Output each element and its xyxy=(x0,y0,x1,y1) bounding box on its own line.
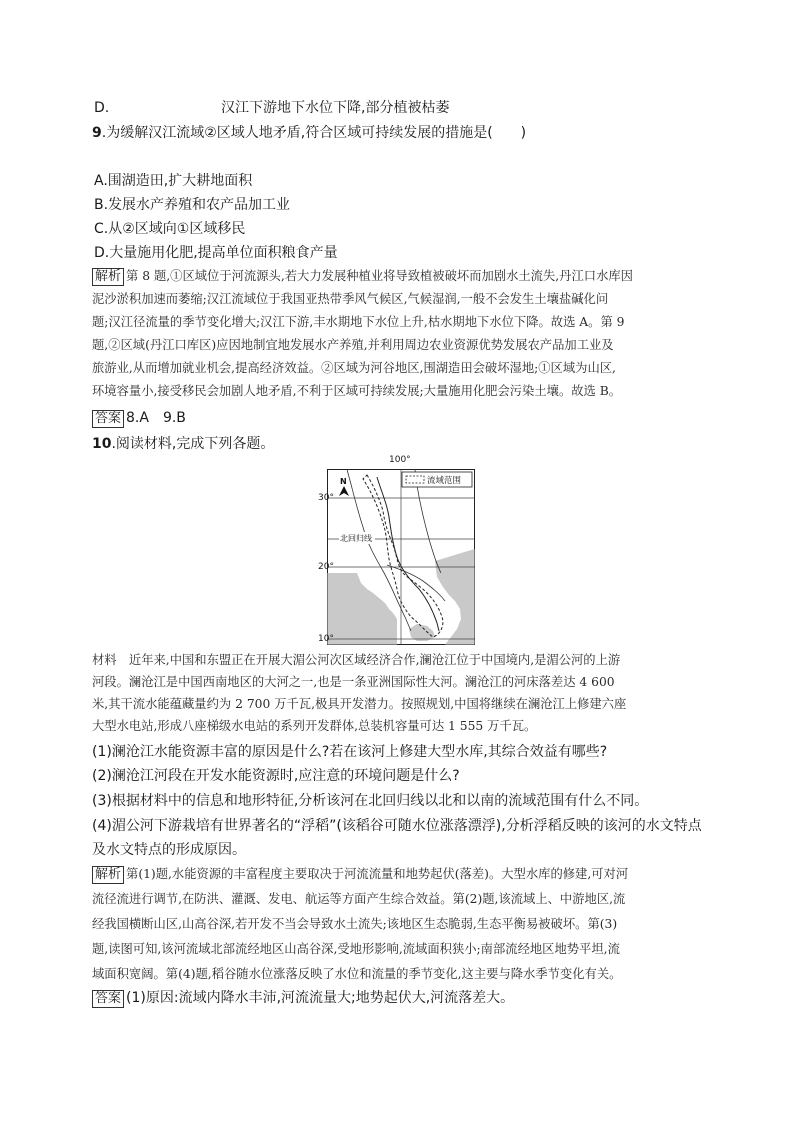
explanation-1-line-4: 题,②区域(丹江口库区)应因地制宜地发展水产养殖,并利用周边农业资源优势发展农产品加工业及 xyxy=(92,338,614,352)
explanation-1-line-1 xyxy=(92,265,633,287)
tropic-label: 北回归线 xyxy=(340,534,372,543)
explanation-2-text-1: 第(1)题,水能资源的丰富程度主要取决于河流流量和地势起伏(落差)。大型水库的修建,可对河 xyxy=(126,867,629,881)
answer-2 xyxy=(92,988,514,1008)
sub-question-3: (3)根据材料中的信息和地形特征,分析该河在北回归线以北和以南的流域范围有什么不同。 xyxy=(92,793,649,809)
explanation-2-line-4: 题,读图可知,该河流域北部流经地区山高谷深,受地形影响,流域面积狭小;南部流经地区地势平坦,流 xyxy=(92,942,620,956)
explanation-2-line-2: 流径流进行调节,在防洪、灌溉、发电、航运等方面产生综合效益。第(2)题,该流域上、中游地区,流 xyxy=(92,892,626,906)
material-line-1: 材料 近年来,中国和东盟正在开展大湄公河次区域经济合作,澜沧江位于中国境内,是湄公河的上游 xyxy=(92,653,621,667)
answer-1-text: 8.A 9.B xyxy=(126,410,186,426)
material-line-4: 大型水电站,形成八座梯级水电站的系列开发群体,总装机容量可达 1 555 万千瓦。 xyxy=(92,719,537,733)
explanation-1-line-2: 泥沙淤积加速而萎缩;汉江流域位于我国亚热带季风气候区,气候湿润,一般不会发生土壤盐碱化问 xyxy=(92,292,609,306)
explanation-2-tag: 解析 xyxy=(92,866,124,884)
sub-question-4: (4)湄公河下游栽培有世界著名的“浮稻”(该稻谷可随水位涨落漂浮),分析浮稻反映的该河的水文特点 xyxy=(92,818,702,834)
answer-2-tag: 答案 xyxy=(92,990,124,1008)
q10-stem-text: .阅读材料,完成下列各题。 xyxy=(111,436,275,452)
explanation-2-line-5: 域面积宽阔。第(4)题,稻谷随水位涨落反映了水位和流量的季节变化,这主要与降水季节变化有关。 xyxy=(92,967,622,981)
explanation-2-line-1 xyxy=(92,863,628,885)
explanation-1-line-6: 环境容量小,接受移民会加剧人地矛盾,不利于区域可持续发展;大量施用化肥会污染土壤。故选 B。 xyxy=(92,384,622,398)
q9-stem xyxy=(92,123,526,143)
map-label-10: 10° xyxy=(318,634,334,644)
q8-option-d-text: 汉江下游地下水位下降,部分植被枯萎 xyxy=(221,100,450,116)
explanation-1-line-5: 旅游业,从而增加就业机会,提高经济效益。②区域为河谷地区,围湖造田会破坏湿地;①区域为山区, xyxy=(92,361,616,375)
q9-option-d: D.大量施用化肥,提高单位面积粮食产量 xyxy=(94,245,338,261)
map-label-30: 30° xyxy=(318,493,334,503)
q9-option-a: A.围湖造田,扩大耕地面积 xyxy=(94,173,253,189)
material-line-2: 河段。澜沧江是中国西南地区的大河之一,也是一条亚洲国际性大河。澜沧江的河床落差达 4 600 xyxy=(92,675,615,689)
answer-1-tag: 答案 xyxy=(92,410,124,428)
sub-question-4-cont: 及水文特点的形成原因。 xyxy=(92,842,246,858)
north-label: N xyxy=(340,477,347,486)
q9-stem-text: .为缓解汉江流域②区域人地矛盾,符合区域可持续发展的措施是( ) xyxy=(101,125,527,141)
explanation-1-text-1: 第 8 题,①区域位于河流源头,若大力发展种植业将导致植被破坏而加剧水土流失,丹江口水库因 xyxy=(126,269,633,283)
q9-number: 9 xyxy=(92,125,102,141)
legend-label: 流域范围 xyxy=(427,476,462,486)
q8-option-d-letter: D. xyxy=(94,100,110,116)
answer-2-text: (1)原因:流域内降水丰沛,河流流量大;地势起伏大,河流落差大。 xyxy=(126,990,515,1006)
q10-number: 10 xyxy=(92,436,112,452)
map-label-20: 20° xyxy=(318,562,334,572)
explanation-1-tag: 解析 xyxy=(92,268,124,286)
map-label-100: 100° xyxy=(389,455,411,465)
map-figure xyxy=(327,461,475,645)
answer-1 xyxy=(92,408,186,428)
sub-question-1: (1)澜沧江水能资源丰富的原因是什么?若在该河上修建大型水库,其综合效益有哪些? xyxy=(92,744,608,760)
q9-option-b: B.发展水产养殖和农产品加工业 xyxy=(94,197,291,213)
q9-option-c: C.从②区域向①区域移民 xyxy=(94,221,246,237)
q10-stem xyxy=(92,434,274,454)
mekong-basin-map xyxy=(327,461,475,645)
material-line-3: 米,其干流水能蕴藏量约为 2 700 万千瓦,极具开发潜力。按照规划,中国将继续在澜沧江上修建六座 xyxy=(92,697,627,711)
explanation-1-line-3: 题;汉江径流量的季节变化增大;汉江下游,丰水期地下水位上升,枯水期地下水位下降。故选 A。第 9 xyxy=(92,315,625,329)
explanation-2-line-3: 经我国横断山区,山高谷深,若开发不当会导致水土流失;该地区生态脆弱,生态平衡易被破坏。第(3) xyxy=(92,917,618,931)
sub-question-2: (2)澜沧江河段在开发水能资源时,应注意的环境问题是什么? xyxy=(92,768,460,784)
